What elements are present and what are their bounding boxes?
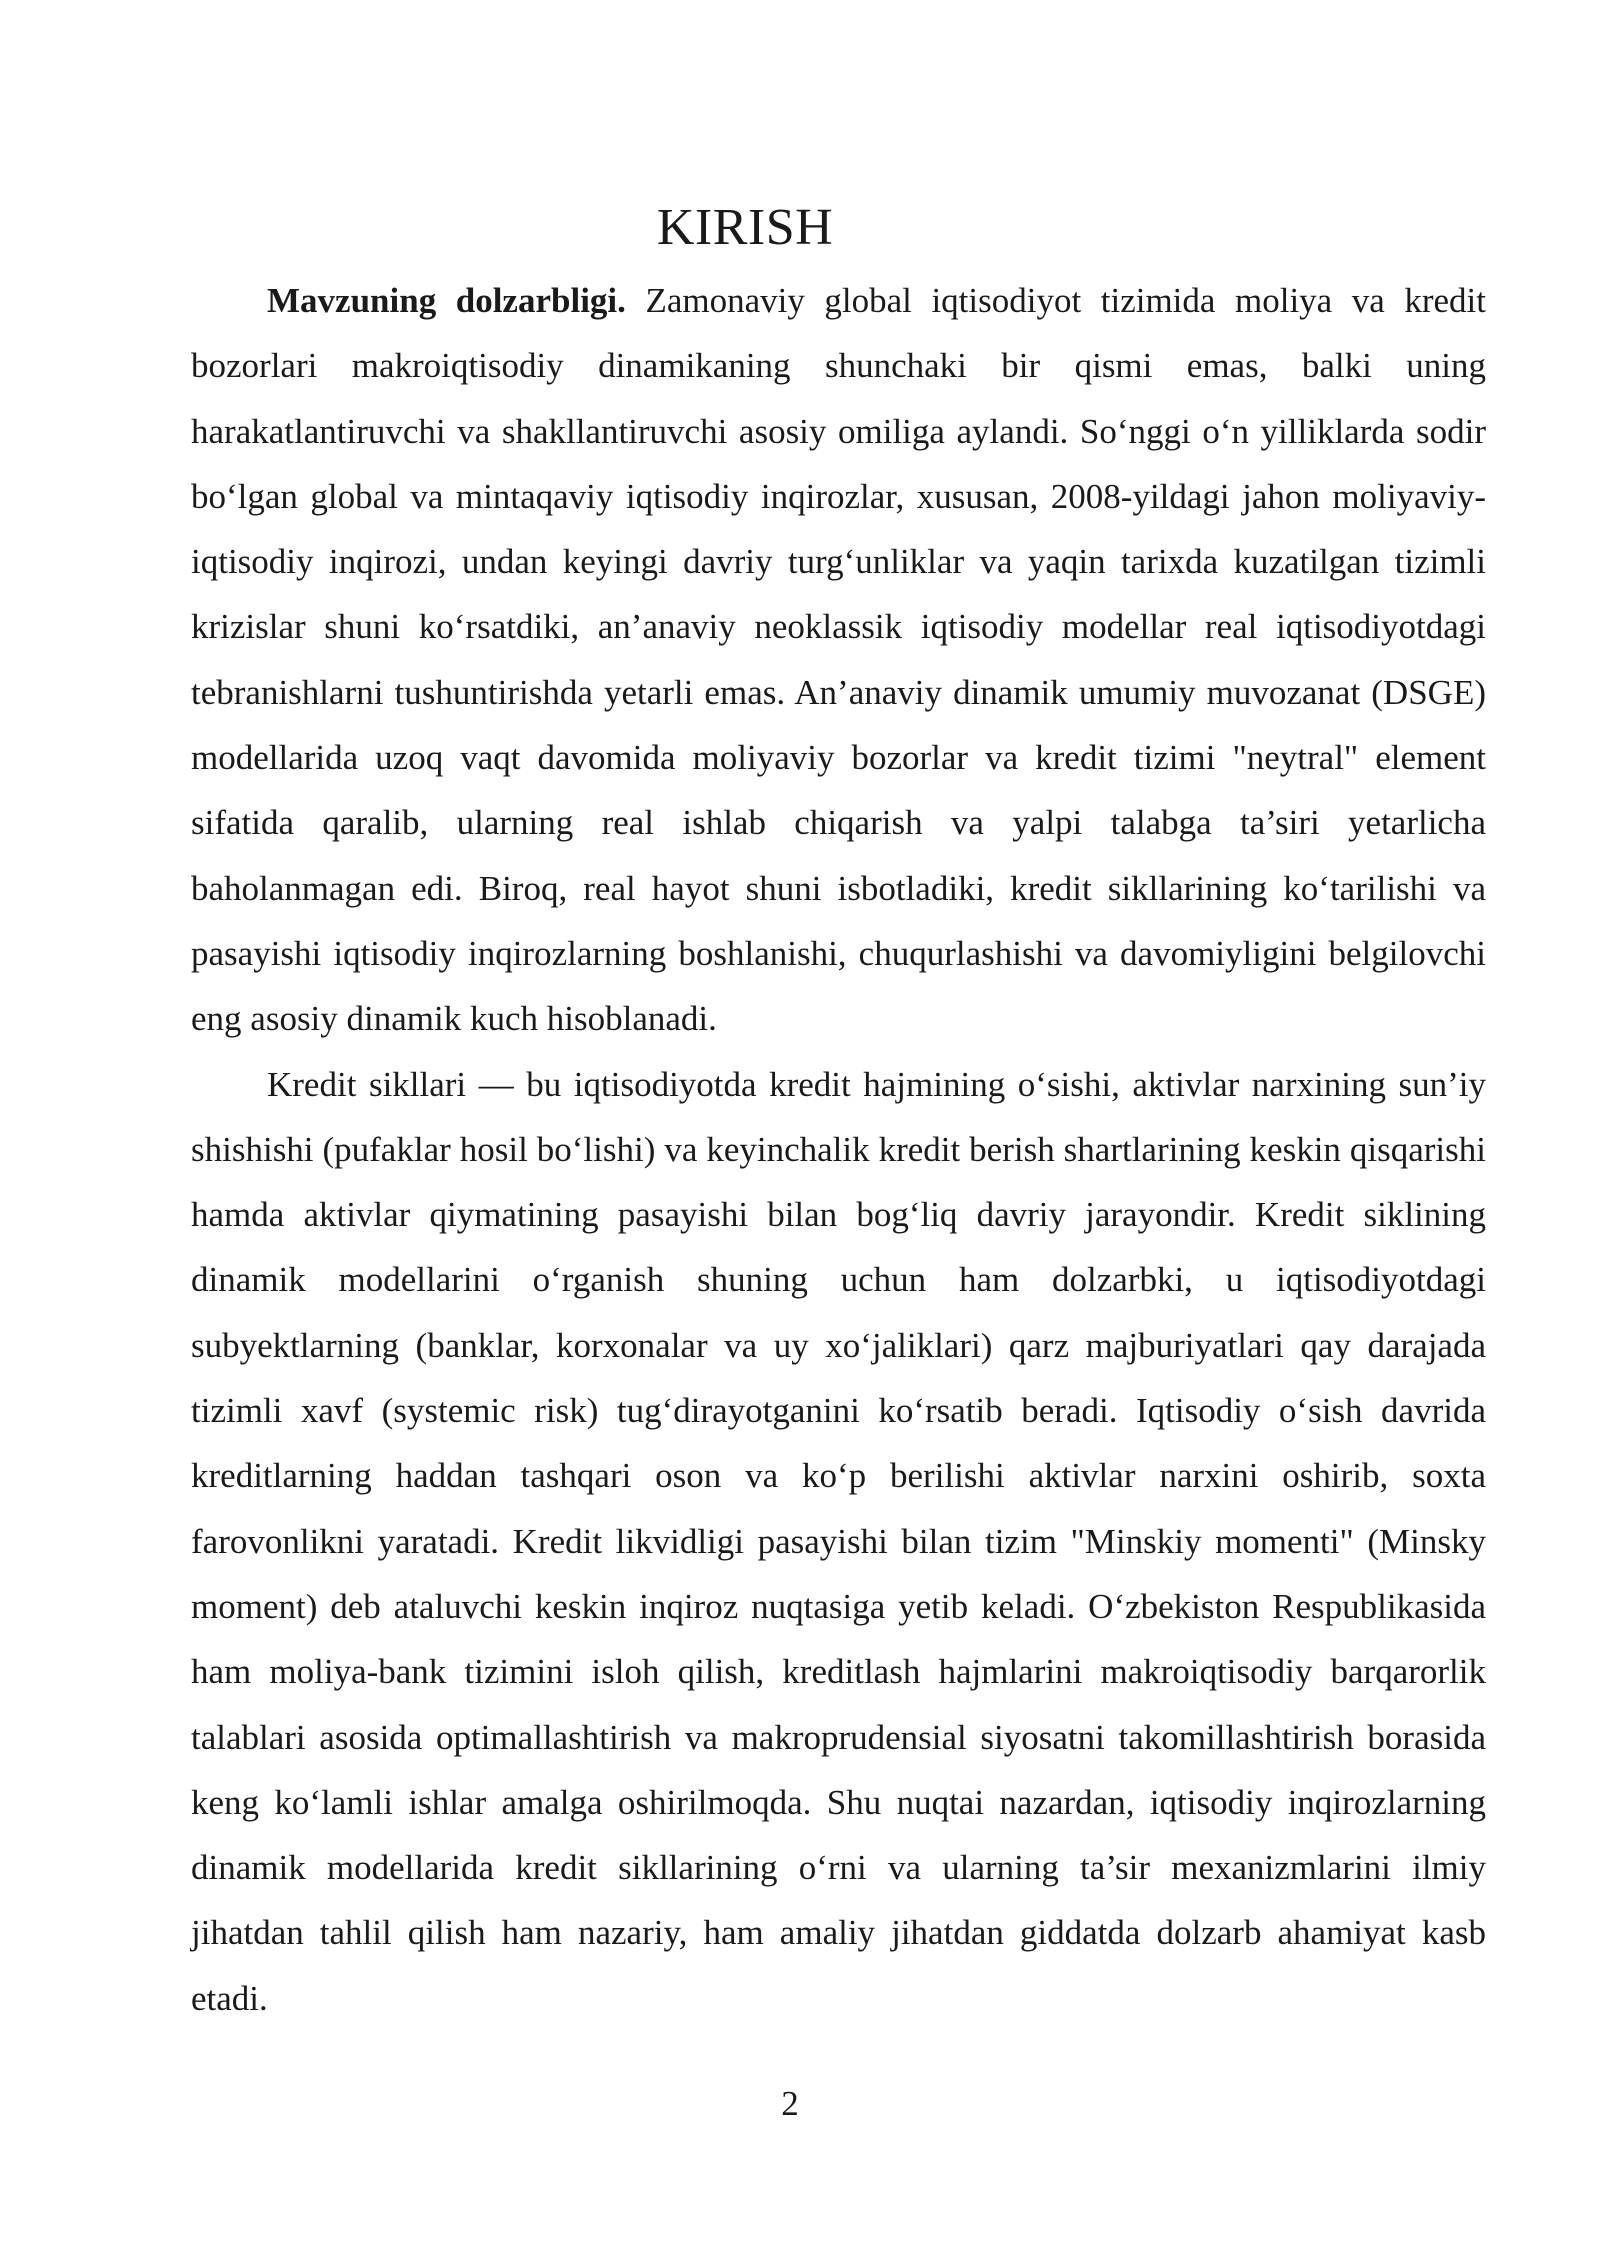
page-title: KIRISH — [656, 199, 834, 256]
paragraph-credit-cycles — [191, 1052, 1486, 2031]
page-number: 2 — [781, 2084, 799, 2123]
paragraph-text: Kredit sikllari — bu iqtisodiyotda kredit hajmining o‘sishi, aktivlar narxining sun’iy shishishi (pufaklar hosil bo‘lishi) va keyinchalik kredit berish shartlarining keskin qisqarishi hamda aktivlar qiymatining pasayishi bilan bog‘liq davriy jarayondir. Kredit siklining dinamik modellarini o‘rganish shuning uchun ham dolzarbki, u iqtisodiyotdagi subyektlarning (banklar, korxonalar va uy xo‘jaliklari) qarz majburiyatlari qay darajada tizimli xavf (systemic risk) tug‘dirayotganini ko‘rsatib beradi. Iqtisodiy o‘sish davrida kreditlarning haddan tashqari oson va ko‘p berilishi aktivlar narxini oshirib, soxta farovonlikni yaratadi. Kredit likvidligi pasayishi bilan tizim "Minskiy momenti" (Minsky moment) deb ataluvchi keskin inqiroz nuqtasiga yetib keladi. O‘zbekiston Respublikasida ham moliya-bank tizimini isloh qilish, kreditlash hajmlarini makroiqtisodiy barqarorlik talablari asosida optimallashtirish va makroprudensial siyosatni takomillashtirish borasida keng ko‘lamli ishlar amalga oshirilmoqda. Shu nuqtai nazardan, iqtisodiy inqirozlarning dinamik modellarida kredit sikllarining o‘rni va ularning ta’sir mexanizmlarini ilmiy jihatdan tahlil qilish ham nazariy, ham amaliy jihatdan giddatda dolzarb ahamiyat kasb etadi. — [191, 1064, 1486, 2018]
paragraph-lead: Mavzuning dolzarbligi. — [267, 281, 626, 320]
body-text — [191, 268, 1486, 2031]
paragraph-relevance — [191, 268, 1486, 1052]
paragraph-text: Zamonaviy global iqtisodiyot tizimida moliya va kredit bozorlari makroiqtisodiy dinamikaning shunchaki bir qismi emas, balki uning harakatlantiruvchi va shakllantiruvchi asosiy omiliga aylandi. So‘nggi o‘n yilliklarda sodir bo‘lgan global va mintaqaviy iqtisodiy inqirozlar, xususan, 2008-yildagi jahon moliyaviy-iqtisodiy inqirozi, undan keyingi davriy turg‘unliklar va yaqin tarixda kuzatilgan tizimli krizislar shuni ko‘rsatdiki, an’anaviy neoklassik iqtisodiy modellar real iqtisodiyotdagi tebranishlarni tushuntirishda yetarli emas. An’anaviy dinamik umumiy muvozanat (DSGE) modellarida uzoq vaqt davomida moliyaviy bozorlar va kredit tizimi "neytral" element sifatida qaralib, ularning real ishlab chiqarish va yalpi talabga ta’siri yetarlicha baholanmagan edi. Biroq, real hayot shuni isbotladiki, kredit sikllarining ko‘tarilishi va pasayishi iqtisodiy inqirozlarning boshlanishi, chuqurlashishi va davomiyligini belgilovchi eng asosiy dinamik kuch hisoblanadi. — [191, 281, 1486, 1039]
